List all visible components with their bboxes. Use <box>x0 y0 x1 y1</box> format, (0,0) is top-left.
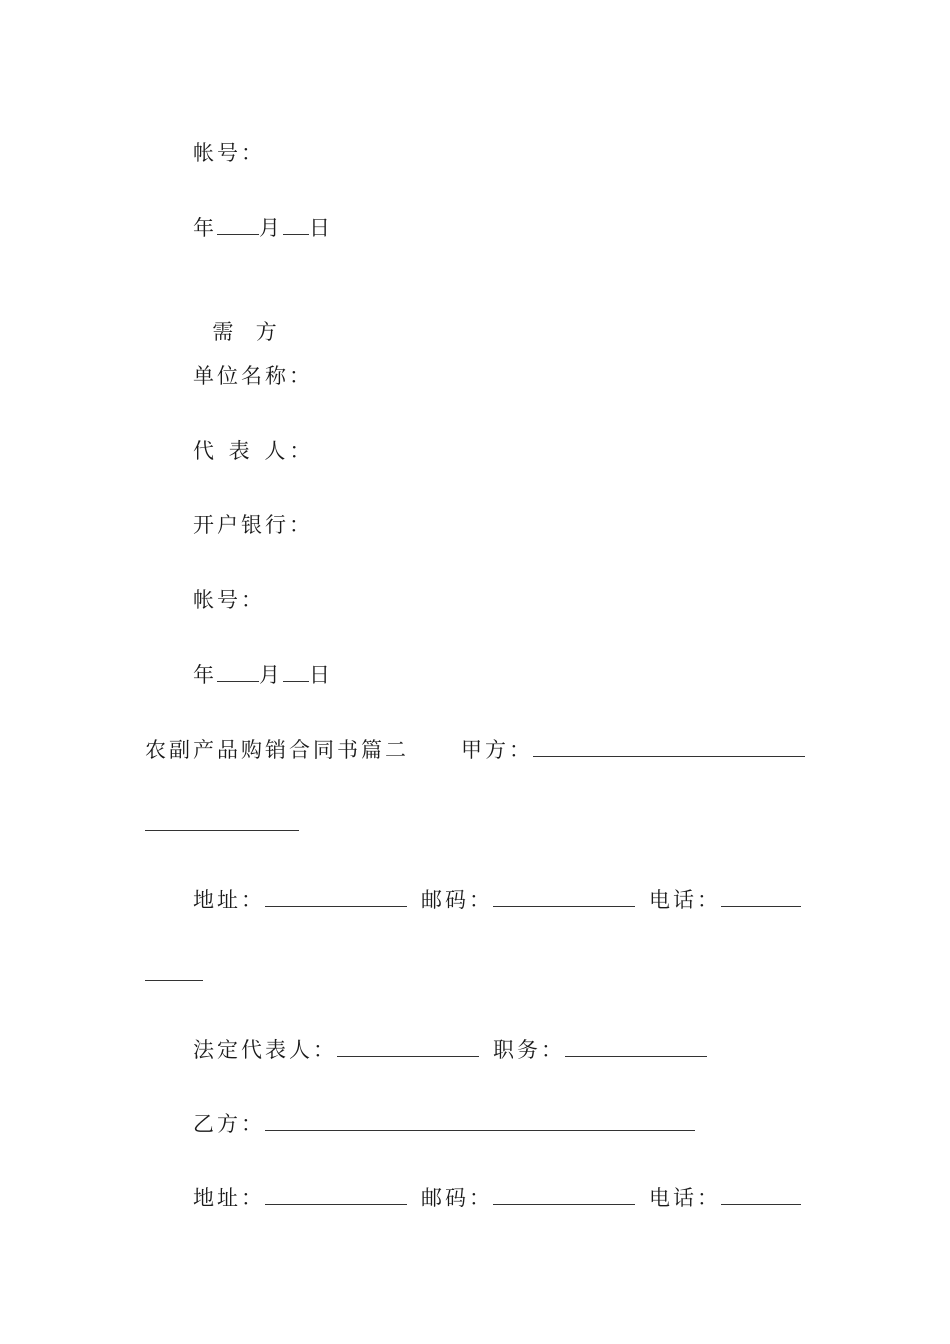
buyer-account-label: 帐号： <box>193 588 265 612</box>
buyer-unit-name-label: 单位名称： <box>193 364 313 388</box>
postcode-blank-b <box>493 1182 635 1205</box>
party-a-continuation <box>145 808 299 838</box>
date-year: 年 <box>193 216 217 240</box>
legal-rep-blank <box>337 1034 479 1057</box>
buyer-heading-text: 需 方 <box>212 320 280 344</box>
buyer-heading <box>193 287 280 344</box>
phone-label: 电话： <box>649 888 721 912</box>
day-blank <box>283 659 309 682</box>
postcode-blank <box>493 884 635 907</box>
contract-title-line <box>145 734 805 764</box>
buyer-unit-name-line <box>193 361 313 391</box>
date-day: 日 <box>309 216 333 240</box>
phone-continuation <box>145 958 203 988</box>
buyer-representative-label: 代 表 人： <box>193 439 315 463</box>
date-year: 年 <box>193 663 217 687</box>
address-label: 地址： <box>193 888 265 912</box>
seller-account-label: 帐号： <box>193 141 265 165</box>
month-blank <box>217 659 259 682</box>
contract-title: 农副产品购销合同书篇二 <box>145 738 409 762</box>
party-b-blank <box>265 1108 695 1131</box>
party-a-label: 甲方： <box>461 738 533 762</box>
address-label-b: 地址： <box>193 1186 265 1210</box>
date-month: 月 <box>259 216 283 240</box>
address-blank-b <box>265 1182 407 1205</box>
position-label: 职务： <box>493 1038 565 1062</box>
address-blank <box>265 884 407 907</box>
party-a-blank-cont <box>145 808 299 831</box>
buyer-account-line <box>193 585 265 615</box>
party-a-address-line <box>193 884 801 914</box>
seller-date-line <box>193 212 333 242</box>
phone-blank <box>721 884 801 907</box>
seller-account-line <box>193 138 265 168</box>
party-b-line <box>193 1108 695 1138</box>
buyer-bank-line <box>193 510 313 540</box>
legal-rep-line <box>193 1034 707 1064</box>
phone-blank-b <box>721 1182 801 1205</box>
month-blank <box>217 212 259 235</box>
party-b-label: 乙方： <box>193 1112 265 1136</box>
date-day: 日 <box>309 663 333 687</box>
position-blank <box>565 1034 707 1057</box>
buyer-bank-label: 开户银行： <box>193 513 313 537</box>
buyer-representative-line <box>193 436 314 466</box>
buyer-date-line <box>193 659 333 689</box>
date-month: 月 <box>259 663 283 687</box>
day-blank <box>283 212 309 235</box>
postcode-label: 邮码： <box>421 888 493 912</box>
postcode-label-b: 邮码： <box>421 1186 493 1210</box>
legal-rep-label: 法定代表人： <box>193 1038 337 1062</box>
phone-label-b: 电话： <box>649 1186 721 1210</box>
phone-blank-cont <box>145 958 203 981</box>
party-b-address-line <box>193 1182 801 1212</box>
party-a-blank <box>533 734 805 757</box>
